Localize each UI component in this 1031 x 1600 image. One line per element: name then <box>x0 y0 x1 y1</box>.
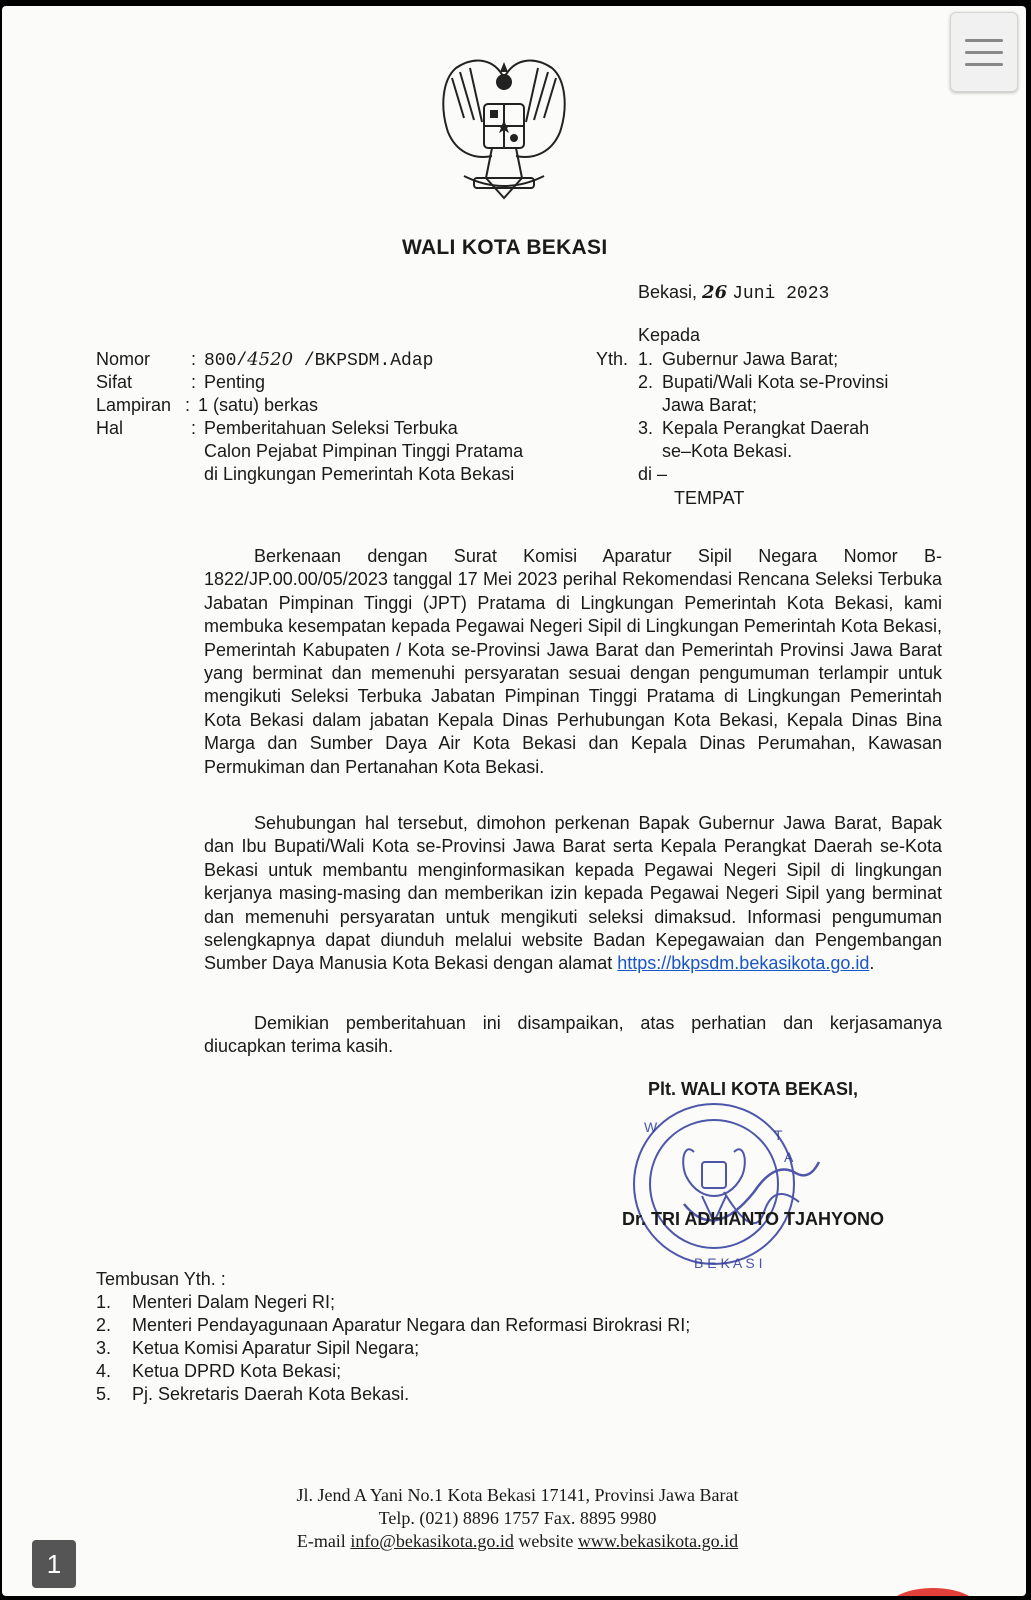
meta-label-hal: Hal <box>96 418 124 438</box>
svg-text:B E K A S I: B E K A S I <box>694 1255 763 1271</box>
official-stamp-icon <box>624 1092 844 1282</box>
document-page[interactable] <box>2 6 1026 1596</box>
meta-sep: : <box>191 418 197 438</box>
meta-value-lampiran: 1 (satu) berkas <box>198 395 319 415</box>
meta-label-sifat: Sifat <box>96 372 133 392</box>
meta-label-nomor: Nomor <box>96 349 151 369</box>
cc-num: 2. <box>96 1315 112 1335</box>
footer-phone: Telp. (021) 8896 1757 Fax. 8895 9980 <box>378 1508 657 1528</box>
cc-item: Ketua DPRD Kota Bekasi; <box>132 1361 342 1381</box>
meta-label-lampiran: Lampiran <box>96 395 172 415</box>
paragraph-3 <box>204 1012 942 1059</box>
footer-address: Jl. Jend A Yani No.1 Kota Bekasi 17141, Provinsi Jawa Barat <box>296 1485 739 1505</box>
addressee-line: Bupati/Wali Kota se-Provinsi <box>662 372 889 392</box>
svg-text:W: W <box>644 1119 658 1135</box>
addressee-line: Kepala Perangkat Daerah <box>662 418 870 438</box>
addressee-line: se–Kota Bekasi. <box>662 441 793 461</box>
date-day-handwritten: 26 <box>702 282 728 303</box>
meta-sep: : <box>185 395 191 415</box>
footer-website-label: website <box>513 1531 578 1551</box>
cc-item: Menteri Dalam Negeri RI; <box>132 1292 336 1312</box>
footer-contact <box>2 1530 1026 1553</box>
addressee-line: Jawa Barat; <box>662 395 758 415</box>
menu-bar <box>965 63 1003 66</box>
paragraph-1 <box>204 545 942 779</box>
addressee-num: 3. <box>638 418 654 438</box>
svg-text:T: T <box>774 1127 783 1143</box>
cc-heading: Tembusan Yth. : <box>96 1269 226 1289</box>
nomor-suffix: /BKPSDM.Adap <box>293 351 434 371</box>
signature-office: Plt. WALI KOTA BEKASI, <box>648 1079 858 1099</box>
bkpsdm-website-link[interactable]: https://bkpsdm.bekasikota.go.id <box>617 953 870 974</box>
date-month-year: Juni 2023 <box>732 284 830 304</box>
hamburger-menu-button[interactable] <box>950 12 1018 92</box>
addressee-di: di – <box>638 464 668 484</box>
meta-sep: : <box>191 349 197 369</box>
menu-bar <box>965 51 1003 54</box>
letter-heading: WALI KOTA BEKASI <box>402 236 608 259</box>
paragraph-2-end: . <box>869 953 875 974</box>
paragraph-1-text: Berkenaan dengan Surat Komisi Aparatur Sipil Negara Nomor B-1822/JP.00.00/05/2023 tanggal 17 Mei 2023 perihal Rekomendasi Rencana Seleksi Terbuka Jabatan Pimpinan Tinggi (JPT) Pratama di Lingkungan Pemerintah Kota Bekasi, kami membuka kesempatan kepada Pegawai Negeri Sipil di Lingkungan Pemerintah Kota Bekasi, Pemerintah Kabupaten / Kota se-Provinsi Jawa Barat dan Pemerintah Provinsi Jawa Barat yang berminat dan memenuhi persyaratan sesuai dengan pengumuman terlampir untuk mengikuti Seleksi Terbuka Jabatan Pimpinan Tinggi Pratama di Lingkungan Pemerintah Kota Bekasi dalam jabatan Kepala Dinas Perhubungan Kota Bekasi, Kepala Dinas Bina Marga dan Sumber Daya Air Kota Bekasi dan Kepala Dinas Perumahan, Kawasan Permukiman dan Pertanahan Kota Bekasi. <box>204 546 942 777</box>
footer-email-link[interactable]: info@bekasikota.go.id <box>350 1531 514 1551</box>
meta-value-hal-line: Calon Pejabat Pimpinan Tinggi Pratama <box>204 441 524 461</box>
cc-num: 5. <box>96 1384 112 1404</box>
nomor-handwritten: 4520 <box>247 349 294 370</box>
cc-item: Ketua Komisi Aparatur Sipil Negara; <box>132 1338 420 1358</box>
footer-email-label: E-mail <box>296 1531 351 1551</box>
cc-item: Menteri Pendayagunaan Aparatur Negara dan Reformasi Birokrasi RI; <box>132 1315 691 1335</box>
addressee-num: 2. <box>638 372 654 392</box>
paragraph-3-text: Demikian pemberitahuan ini disampaikan, atas perhatian dan kerjasamanya diucapkan terima kasih. <box>204 1013 942 1057</box>
svg-text:A: A <box>784 1149 794 1165</box>
garuda-emblem-icon <box>434 48 574 208</box>
cc-num: 4. <box>96 1361 112 1381</box>
addressee-kepada: Kepada <box>638 325 701 345</box>
addressee-yth: Yth. <box>596 349 629 369</box>
meta-sep: : <box>191 372 197 392</box>
footer-website-link[interactable]: www.bekasikota.go.id <box>577 1531 739 1551</box>
meta-value-sifat: Penting <box>204 372 266 392</box>
date-place: Bekasi, <box>638 282 698 302</box>
signature-name: Dr. TRI ADHIANTO TJAHYONO <box>622 1209 885 1229</box>
nomor-prefix: 800/ <box>204 351 248 371</box>
menu-bar <box>965 39 1003 42</box>
meta-value-nomor <box>204 348 433 373</box>
addressee-line: Gubernur Jawa Barat; <box>662 349 839 369</box>
place-date <box>638 281 829 306</box>
paragraph-2 <box>204 812 942 976</box>
cc-item: Pj. Sekretaris Daerah Kota Bekasi. <box>132 1384 410 1404</box>
floating-action-button[interactable] <box>888 1588 978 1596</box>
cc-num: 1. <box>96 1292 112 1312</box>
page-number-badge[interactable]: 1 <box>32 1540 76 1588</box>
meta-value-hal-line: Pemberitahuan Seleksi Terbuka <box>204 418 458 438</box>
paragraph-2-text: Sehubungan hal tersebut, dimohon perkenan Bapak Gubernur Jawa Barat, Bapak dan Ibu Bupati/Wali Kota se-Provinsi Jawa Barat serta Kepala Perangkat Daerah se-Kota Bekasi untuk membantu menginformasikan kepada Pegawai Negeri Sipil di lingkungan kerjanya masing-masing dan memberikan izin kepada Pegawai Negeri Sipil yang berminat dan memenuhi persyaratan untuk mengikuti seleksi dimaksud. Informasi pengumuman selengkapnya dapat diunduh melalui website Badan Kepegawaian dan Pengembangan Sumber Daya Manusia Kota Bekasi dengan alamat <box>204 813 942 974</box>
meta-value-hal-line: di Lingkungan Pemerintah Kota Bekasi <box>204 464 515 484</box>
addressee-num: 1. <box>638 349 654 369</box>
addressee-tempat: TEMPAT <box>674 488 745 508</box>
cc-num: 3. <box>96 1338 112 1358</box>
